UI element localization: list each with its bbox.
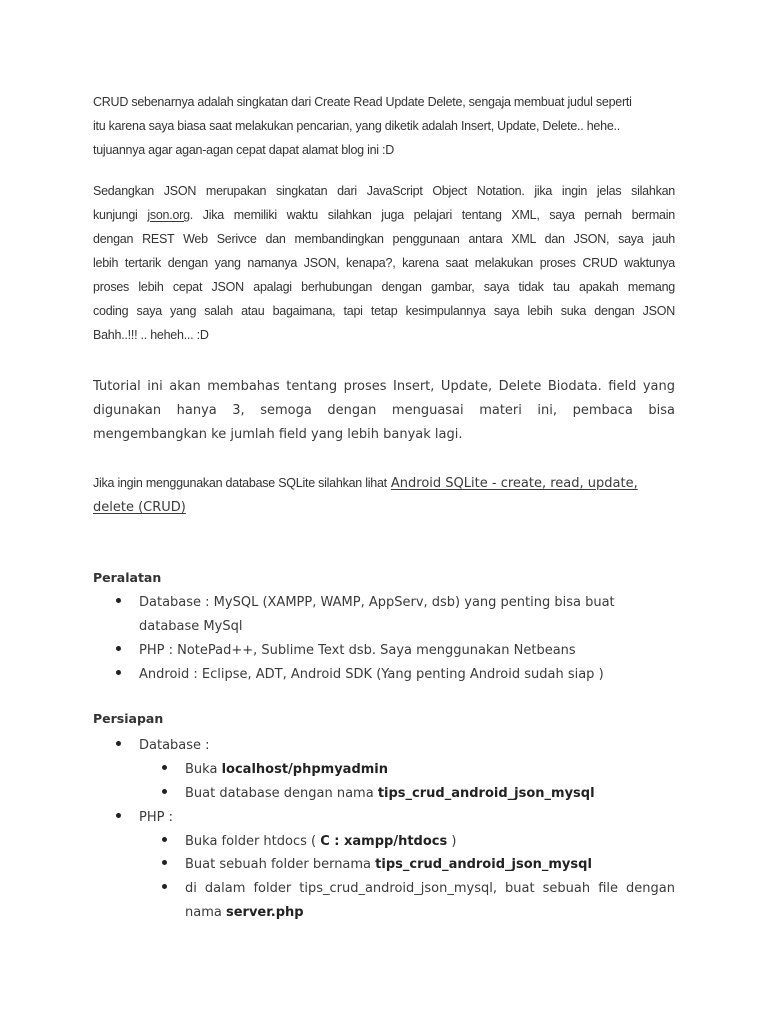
bullet-icon — [116, 670, 121, 675]
list-item — [185, 830, 456, 854]
text-line — [185, 758, 388, 782]
list-item — [185, 782, 595, 806]
bold-text: tips_crud_android_json_mysql — [377, 786, 595, 801]
bullet-icon — [116, 646, 121, 651]
text-line — [185, 830, 456, 854]
text-line — [93, 495, 675, 519]
android-sqlite-link[interactable]: Android SQLite - create, read, update, — [390, 476, 638, 491]
text-line: proses lebih cepat JSON apalagi berhubungan dengan gambar, saya tidak tau apakah memang — [93, 280, 675, 294]
text-span: kunjungi — [93, 208, 138, 222]
text-line: CRUD sebenarnya adalah singkatan dari Create Read Update Delete, sengaja membuat judul seperti — [93, 95, 632, 109]
text-line: dengan REST Web Serivce dan membandingkan penggunaan antara XML dan JSON, saya jauh — [93, 232, 675, 246]
text-line: mengembangkan ke jumlah field yang lebih banyak lagi. — [93, 427, 463, 442]
text-span: Buka — [185, 762, 218, 777]
text-line — [185, 853, 592, 877]
text-span: Jika ingin menggunakan database SQLite silahkan lihat — [93, 476, 387, 490]
json-paragraph — [93, 179, 675, 347]
text-line: itu karena saya biasa saat melakukan pencarian, yang diketik adalah Insert, Update, Delete.. hehe.. — [93, 119, 620, 133]
list-item — [185, 758, 388, 782]
bullet-icon — [116, 741, 121, 746]
bold-text: C : xampp/htdocs — [320, 834, 448, 849]
text-line: lebih tertarik dengan yang namanya JSON, kenapa?, karena saat melakukan proses CRUD waktunya — [93, 256, 675, 270]
peralatan-heading: Peralatan — [93, 570, 162, 585]
list-item — [139, 734, 210, 758]
text-line: PHP : NotePad++, Sublime Text dsb. Saya menggunakan Netbeans — [139, 643, 576, 658]
text-line: Android : Eclipse, ADT, Android SDK (Yang penting Android sudah siap ) — [139, 667, 604, 682]
json-org-link[interactable]: json.org — [147, 208, 190, 222]
sqlite-paragraph — [93, 471, 675, 519]
text-line — [93, 471, 675, 495]
text-span: nama — [185, 905, 222, 920]
intro-paragraph — [93, 90, 675, 162]
bullet-icon — [162, 884, 167, 889]
persiapan-heading: Persiapan — [93, 711, 164, 726]
bullet-icon — [116, 813, 121, 818]
android-sqlite-link-cont[interactable]: delete (CRUD) — [93, 500, 186, 515]
bullet-icon — [162, 765, 167, 770]
text-line — [185, 782, 595, 806]
list-item — [185, 853, 592, 877]
text-span: Buat sebuah folder bernama — [185, 857, 372, 872]
bold-text: localhost/phpmyadmin — [221, 762, 389, 777]
bullet-icon — [116, 598, 121, 603]
text-line: PHP : — [139, 810, 173, 825]
text-span: ) — [451, 834, 457, 849]
text-line: Bahh..!!! .. heheh... :D — [93, 328, 209, 342]
text-line: tujuannya agar agan-agan cepat dapat alamat blog ini :D — [93, 143, 395, 157]
bullet-icon — [162, 789, 167, 794]
text-line: database MySql — [139, 619, 243, 634]
text-span: Buat database dengan nama — [185, 786, 374, 801]
text-line: digunakan hanya 3, semoga dengan menguasai materi ini, pembaca bisa — [93, 403, 675, 418]
text-line: coding saya yang salah atau bagaimana, tapi tetap kesimpulannya saya lebih suka dengan JSON — [93, 304, 675, 318]
text-line: Tutorial ini akan membahas tentang proses Insert, Update, Delete Biodata. field yang — [93, 379, 675, 394]
text-span: Buka folder htdocs ( — [185, 834, 317, 849]
bullet-icon — [162, 860, 167, 865]
list-item — [185, 877, 675, 925]
bold-text: server.php — [225, 905, 304, 920]
text-line — [185, 901, 675, 925]
list-item — [139, 639, 576, 663]
text-line: Sedangkan JSON merupakan singkatan dari JavaScript Object Notation. jika ingin jelas silahkan — [93, 184, 675, 198]
tutorial-paragraph — [93, 375, 675, 447]
text-line: Database : — [139, 738, 210, 753]
text-line: Database : MySQL (XAMPP, WAMP, AppServ, dsb) yang penting bisa buat — [139, 595, 615, 610]
text-line: di dalam folder tips_crud_android_json_mysql, buat sebuah file dengan — [185, 881, 675, 896]
list-item — [139, 806, 173, 830]
text-span: . Jika memiliki waktu silahkan juga pelajari tentang XML, saya pernah bermain — [189, 208, 675, 222]
bullet-icon — [162, 837, 167, 842]
list-item — [139, 591, 615, 639]
list-item — [139, 663, 604, 687]
text-line — [93, 203, 675, 227]
bold-text: tips_crud_android_json_mysql — [375, 857, 592, 872]
